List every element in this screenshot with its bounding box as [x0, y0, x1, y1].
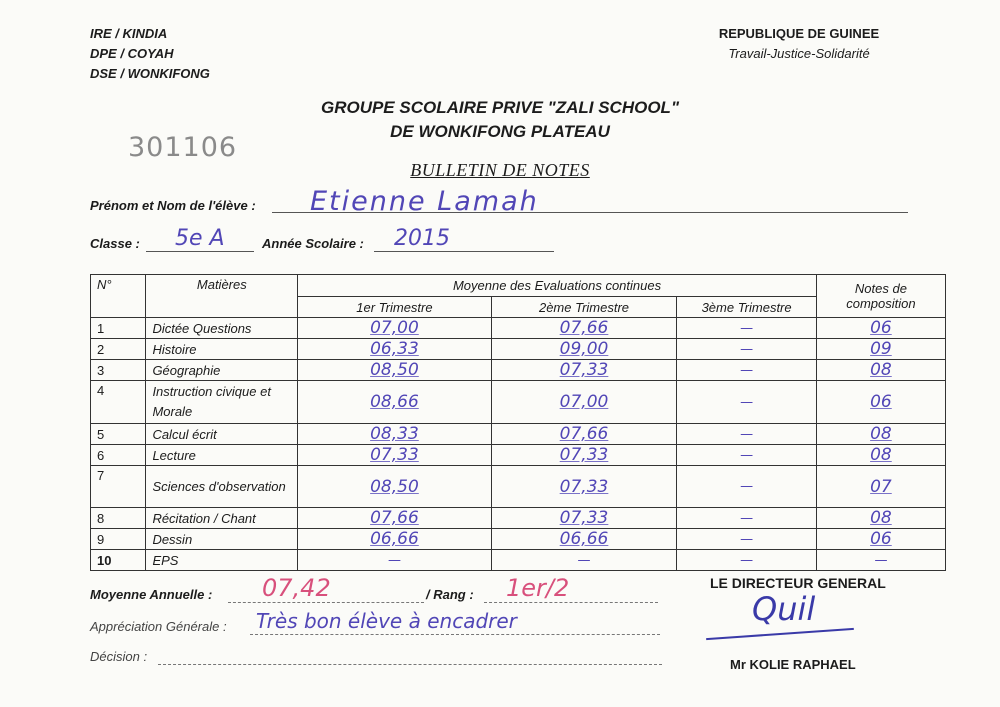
- row-t3: —: [677, 529, 817, 550]
- row-number: 9: [91, 529, 146, 550]
- rank-value: 1er/2: [506, 574, 570, 602]
- header-right: [714, 24, 884, 64]
- row-comp: 08: [816, 360, 945, 381]
- year-value: 2015: [394, 226, 450, 251]
- school-name-line1: GROUPE SCOLAIRE PRIVE "ZALI SCHOOL": [320, 98, 680, 117]
- class-value: 5e A: [175, 226, 225, 251]
- row-t1: 08,33: [298, 424, 491, 445]
- row-subject: EPS: [146, 550, 298, 571]
- row-subject: Sciences d'observation: [146, 466, 298, 508]
- row-subject: Récitation / Chant: [146, 508, 298, 529]
- row-subject: Dictée Questions: [146, 318, 298, 339]
- row-number: 3: [91, 360, 146, 381]
- stamp-number: 301106: [128, 132, 238, 163]
- row-t2: 07,66: [491, 424, 677, 445]
- student-name-label: Prénom et Nom de l'élève :: [90, 198, 256, 213]
- row-t1: 07,33: [298, 445, 491, 466]
- row-number: 8: [91, 508, 146, 529]
- row-t2: 07,00: [491, 381, 677, 424]
- header-left-line1: IRE / KINDIA: [90, 26, 168, 41]
- table-row: [91, 318, 946, 339]
- header-left-line3: DSE / WONKIFONG: [90, 66, 210, 81]
- rank-label: / Rang :: [426, 587, 474, 602]
- table-row: [91, 339, 946, 360]
- row-number: 4: [91, 381, 146, 424]
- director-signature: Quil: [752, 590, 816, 628]
- director-title: LE DIRECTEUR GENERAL: [710, 575, 886, 591]
- school-name: [300, 96, 700, 144]
- row-t3: —: [677, 339, 817, 360]
- row-comp: 06: [816, 529, 945, 550]
- director-name: Mr KOLIE RAPHAEL: [730, 657, 856, 672]
- rank-line: [484, 602, 658, 603]
- row-comp: 08: [816, 508, 945, 529]
- appreciation-label: Appréciation Générale :: [90, 619, 227, 634]
- row-comp: —: [816, 550, 945, 571]
- student-name-value: Etienne Lamah: [310, 186, 539, 217]
- row-number: 5: [91, 424, 146, 445]
- row-comp: 06: [816, 318, 945, 339]
- average-line: [228, 602, 424, 603]
- row-number: 2: [91, 339, 146, 360]
- row-t1: 08,66: [298, 381, 491, 424]
- header-left: [90, 24, 210, 84]
- year-label: Année Scolaire :: [262, 236, 364, 251]
- row-t1: 07,00: [298, 318, 491, 339]
- row-comp: 08: [816, 424, 945, 445]
- col-notes-header: Notes de composition: [816, 275, 945, 318]
- col-subject-header: Matières: [146, 275, 298, 318]
- row-number: 6: [91, 445, 146, 466]
- average-value: 07,42: [262, 574, 331, 602]
- table-row: [91, 529, 946, 550]
- row-t1: 06,33: [298, 339, 491, 360]
- row-number: 7: [91, 466, 146, 508]
- signature-stroke: [706, 628, 854, 640]
- col-group-header: Moyenne des Evaluations continues: [298, 275, 817, 297]
- row-t2: 07,33: [491, 445, 677, 466]
- row-comp: 06: [816, 381, 945, 424]
- row-comp: 08: [816, 445, 945, 466]
- school-name-line2: DE WONKIFONG PLATEAU: [390, 122, 610, 141]
- grades-table: [90, 274, 946, 571]
- row-t1: 08,50: [298, 360, 491, 381]
- table-row: [91, 466, 946, 508]
- row-t3: —: [677, 550, 817, 571]
- row-subject: Dessin: [146, 529, 298, 550]
- row-t3: —: [677, 381, 817, 424]
- col-t3-header: 3ème Trimestre: [677, 297, 817, 318]
- decision-label: Décision :: [90, 649, 148, 664]
- row-t1: 08,50: [298, 466, 491, 508]
- appreciation-line: [250, 634, 660, 635]
- row-t3: —: [677, 466, 817, 508]
- row-t2: 07,66: [491, 318, 677, 339]
- row-subject: Calcul écrit: [146, 424, 298, 445]
- average-label: Moyenne Annuelle :: [90, 587, 213, 602]
- table-row: [91, 381, 946, 424]
- row-comp: 09: [816, 339, 945, 360]
- table-row: [91, 445, 946, 466]
- decision-line: [158, 664, 662, 665]
- class-line: [146, 251, 254, 252]
- year-line: [374, 251, 554, 252]
- row-t3: —: [677, 445, 817, 466]
- row-t3: —: [677, 318, 817, 339]
- header-left-line2: DPE / COYAH: [90, 46, 174, 61]
- row-t3: —: [677, 424, 817, 445]
- row-t3: —: [677, 360, 817, 381]
- class-label: Classe :: [90, 236, 140, 251]
- row-subject: Instruction civique et Morale: [146, 381, 298, 424]
- row-subject: Histoire: [146, 339, 298, 360]
- row-t2: 06,66: [491, 529, 677, 550]
- col-t2-header: 2ème Trimestre: [491, 297, 677, 318]
- row-t2: 09,00: [491, 339, 677, 360]
- row-t2: 07,33: [491, 508, 677, 529]
- table-row: [91, 360, 946, 381]
- row-t3: —: [677, 508, 817, 529]
- col-number-header: N°: [91, 275, 146, 318]
- row-t1: —: [298, 550, 491, 571]
- row-t2: —: [491, 550, 677, 571]
- row-t1: 06,66: [298, 529, 491, 550]
- row-number: 10: [91, 550, 146, 571]
- table-row: [91, 508, 946, 529]
- row-t2: 07,33: [491, 466, 677, 508]
- row-comp: 07: [816, 466, 945, 508]
- row-number: 1: [91, 318, 146, 339]
- table-header-row: [91, 275, 946, 297]
- row-subject: Lecture: [146, 445, 298, 466]
- row-subject: Géographie: [146, 360, 298, 381]
- appreciation-value: Très bon élève à encadrer: [256, 609, 517, 633]
- col-t1-header: 1er Trimestre: [298, 297, 491, 318]
- row-t2: 07,33: [491, 360, 677, 381]
- country-name: REPUBLIQUE DE GUINEE: [718, 26, 880, 41]
- row-t1: 07,66: [298, 508, 491, 529]
- country-motto: Travail-Justice-Solidarité: [728, 46, 870, 61]
- table-row: [91, 550, 946, 571]
- document-title: BULLETIN DE NOTES: [410, 160, 590, 180]
- table-row: [91, 424, 946, 445]
